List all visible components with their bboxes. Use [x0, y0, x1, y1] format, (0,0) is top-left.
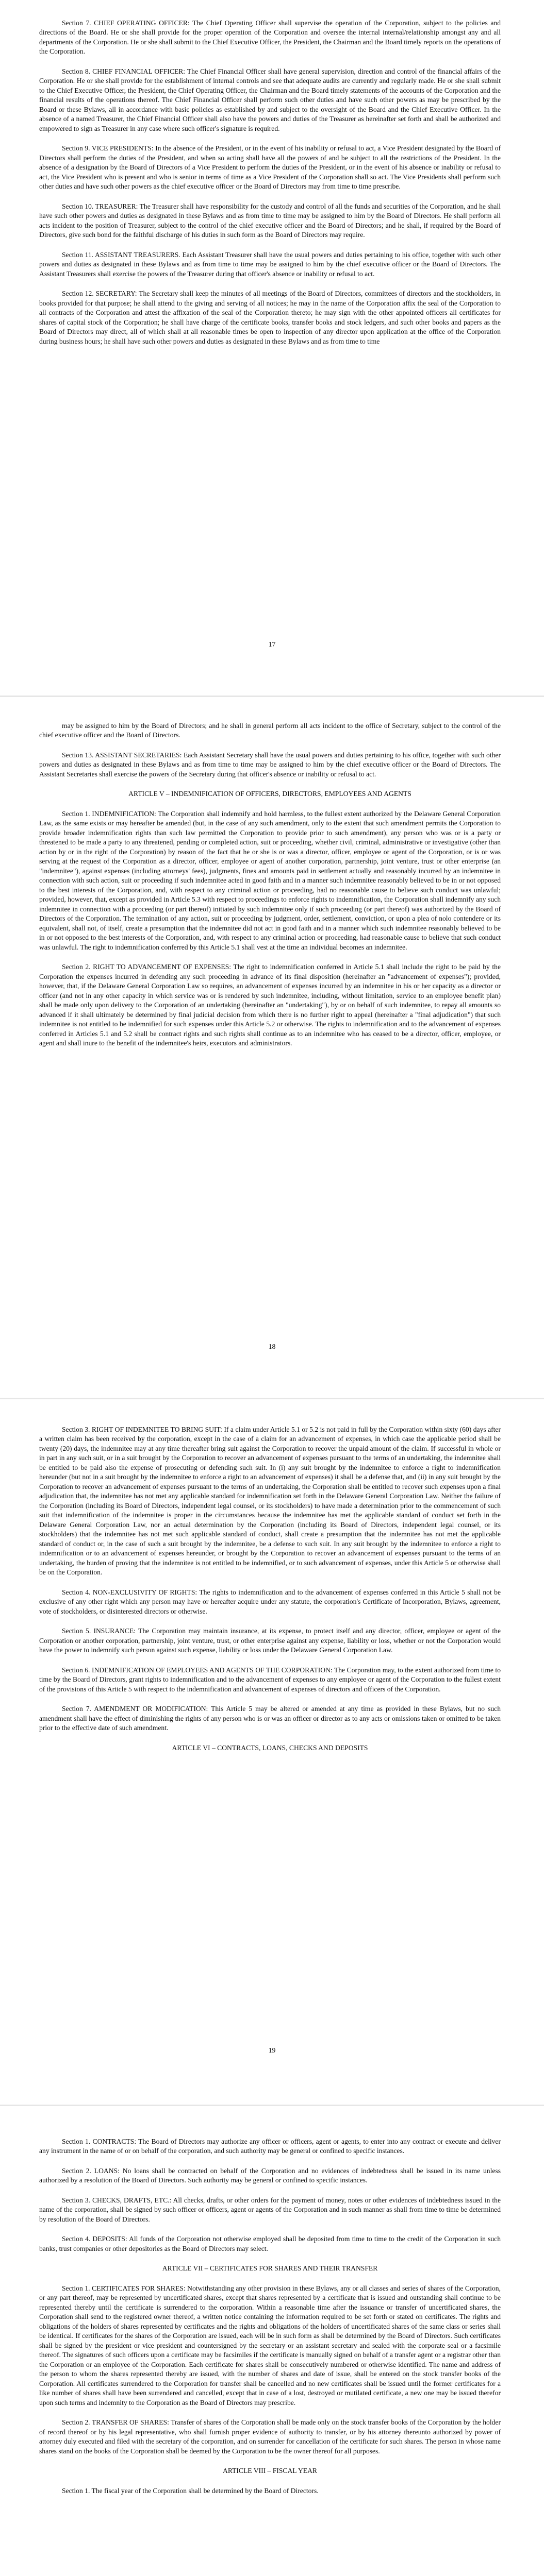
document-page-20	[0, 2137, 544, 2506]
section-10-treasurer: Section 10. TREASURER: The Treasurer shall have responsibility for the custody and control of all the funds and securities of the Corporation, and he shall have such other powers and duties as designated in these Bylaws and as from time to time may be assigned to him by the Board of Directors. He shall perform all acts incident to the position of Treasurer, subject to the control of the chief executive officer and the Board of Directors; and he shall, if required by the Board of Directors, give such bond for the faithful discharge of his duties in such form as the Board of Directors may require.	[39, 202, 501, 239]
section-11-assistant-treasurers: Section 11. ASSISTANT TREASURERS. Each Assistant Treasurer shall have the usual powers and duties pertaining to his office, together with such other powers and duties as designated in these Bylaws and as from time to time may be assigned to him by the chief executive officer or the Board of Directors. The Assistant Treasurers shall exercise the powers of the Treasurer during that officer's absence or inability or refusal to act.	[39, 250, 501, 278]
section-13-assistant-secretaries: Section 13. ASSISTANT SECRETARIES: Each Assistant Secretary shall have the usual powers and duties pertaining to his office, together with such other powers and duties as designated in these Bylaws and as from time to time may be assigned to him by the chief executive officer or the Board of Directors. The Assistant Secretaries shall exercise the powers of the Secretary during that officer's absence or inability or refusal to act.	[39, 751, 501, 778]
article-vi-heading: ARTICLE VI – CONTRACTS, LOANS, CHECKS AND DEPOSITS	[172, 1743, 368, 1752]
article-v-section-6-employees-agents: Section 6. INDEMNIFICATION OF EMPLOYEES AND AGENTS OF THE CORPORATION: The Corporation may, to the extent authorized from time to time by the Board of Directors, grant rights to indemnification and to the advancement of expenses to any employee or agent of the Corporation to the fullest extent of the provisions of this Article 5 with respect to the indemnification and advancement of expenses of directors and officers of the Corporation.	[39, 1666, 501, 1693]
page-divider	[0, 696, 544, 697]
article-vii-heading: ARTICLE VII – CERTIFICATES FOR SHARES AND THEIR TRANSFER	[162, 2264, 378, 2273]
section-7-chief-operating-officer: Section 7. CHIEF OPERATING OFFICER: The Chief Operating Officer shall supervise the operation of the Corporation, subject to the policies and directions of the Board. He or she shall provide for the proper operation of the Corporation and oversee the internal internal/relationship amongst any and all departments of the Corporation. He or she shall submit to the Chief Executive Officer, the President, the Chairman and the Board timely reports on the operations of the Corporation.	[39, 19, 501, 56]
page-divider	[0, 2105, 544, 2106]
page-number-19: 19	[268, 2046, 276, 2054]
article-viii-section-1-fiscal-year: Section 1. The fiscal year of the Corporation shall be determined by the Board of Directors.	[62, 2486, 319, 2495]
article-v-section-1-indemnification: Section 1. INDEMNIFICATION: The Corporation shall indemnify and hold harmless, to the fullest extent authorized by the Delaware General Corporation Law, as the same exists or may hereafter be amended (but, in the case of any such amendment, only to the extent that such amendment permits the Corporation to provide broader indemnification rights than such law permitted the Corporation to provide prior to such amendment), any person who was or is a party or threatened to be made a party to any threatened, pending or completed action, suit or proceeding, whether civil, criminal, administrative or investigative (other than action by or in the right of the Corporation) by reason of the fact that he or she is or was a director, officer, employee or agent of the Corporation, or is or was serving at the request of the Corporation as a director, officer, employee or agent of another corporation, partnership, joint venture, trust or other enterprise (an "indemnitee"), against expenses (including attorneys' fees), judgments, fines and amounts paid in settlement actually and reasonably incurred by an indemnitee in connection with such action, suit or proceeding if such indemnitee acted in good faith and in a manner such indemnitee reasonably believed to be in or not opposed to the best interests of the Corporation, and, with respect to any criminal action or proceeding, had no reasonable cause to believe such conduct was unlawful; provided, however, that, except as provided in Article 5.3 with respect to proceedings to enforce rights to indemnification, the Corporation shall indemnify any such indemnitee in connection with a proceeding (or part thereof) initiated by such indemnitee only if such proceeding (or part thereof) was authorized by the Board of Directors of the Corporation. The termination of any action, suit or proceeding by judgment, order, settlement, conviction, or upon a plea of nolo contendere or its equivalent, shall not, of itself, create a presumption that the indemnitee did not act in good faith and in a manner which such indemnitee reasonably believed to be in or not opposed to the best interests of the Corporation, and, with respect to any criminal action or proceeding, had reasonable cause to believe that such conduct was unlawful. The right to indemnification conferred by this Article 5.1 shall vest at the time an individual becomes an indemnitee.	[39, 809, 501, 951]
article-viii-heading: ARTICLE VIII – FISCAL YEAR	[223, 2467, 317, 2475]
document-page-17	[0, 19, 544, 357]
article-v-heading: ARTICLE V – INDEMNIFICATION OF OFFICERS, DIRECTORS, EMPLOYEES AND AGENTS	[128, 790, 411, 798]
page-number-18: 18	[268, 1343, 276, 1350]
article-v-section-2-advancement: Section 2. RIGHT TO ADVANCEMENT OF EXPENSES: The right to indemnification conferred in Article 5.1 shall include the right to be paid by the Corporation the expenses incurred in defending any such proceeding in advance of its final disposition (hereinafter an "advancement of expenses"); provided, however, that, if the Delaware General Corporation Law so requires, an advancement of expenses incurred by an indemnitee in his or her capacity as a director or officer (and not in any other capacity in which service was or is rendered by such indemnitee, including, without limitation, service to an employee benefit plan) shall be made only upon delivery to the Corporation of an undertaking (hereinafter an "undertaking"), by or on behalf of such indemnitee, to repay all amounts so advanced if it shall ultimately be determined by final judicial decision from which there is no further right to appeal (hereinafter a "final adjudication") that such indemnitee is not entitled to be indemnified for such expenses under this Article 5.2 or otherwise. The rights to indemnification and to the advancement of expenses conferred in Articles 5.1 and 5.2 shall be contract rights and such rights shall continue as to an indemnitee who has ceased to be a director, officer, employee, or agent and shall inure to the benefit of the indemnitee's heirs, executors and administrators.	[39, 963, 501, 1047]
article-vi-section-3-checks: Section 3. CHECKS, DRAFTS, ETC.: All checks, drafts, or other orders for the payment of money, notes or other evidences of indebtedness issued in the name of the corporation, shall be signed by such officer or officers, agent or agents of the Corporation and in such manner as shall from time to time be determined by resolution of the Board of Directors.	[39, 2196, 501, 2223]
article-vi-section-4-deposits: Section 4. DEPOSITS: All funds of the Corporation not otherwise employed shall be deposited from time to time to the credit of the Corporation in such banks, trust companies or other depositories as the Board of Directors may select.	[39, 2235, 501, 2252]
document-page-19	[0, 1425, 544, 1763]
section-9-vice-presidents: Section 9. VICE PRESIDENTS: In the absence of the President, or in the event of his inability or refusal to act, a Vice President designated by the Board of Directors shall perform the duties of the President, and when so acting shall have all the powers of and be subject to all the restrictions of the President. In the absence of a designation by the Board of Directors of a Vice President to perform the duties of the President, or in the event of his absence or inability or refusal to act, the Vice President who is present and who is senior in terms of time as a Vice President of the Corporation shall so act. The Vice Presidents shall perform such other duties and have such other powers as the chief executive officer or the Board of Directors may from time to time prescribe.	[39, 144, 501, 191]
section-12-secretary: Section 12. SECRETARY: The Secretary shall keep the minutes of all meetings of the Board of Directors, committees of directors and the stockholders, in books provided for that purpose; he shall attend to the giving and serving of all notices; he may in the name of the Corporation affix the seal of the Corporation to all contracts of the Corporation and attest the affixation of the seal of the Corporation thereto; he may sign with the other appointed officers all certificates for shares of capital stock of the Corporation; he shall have charge of the certificate books, transfer books and stock ledgers, and such other books and papers as the Board of Directors may direct, all of which shall at all reasonable times be open to inspection of any director upon application at the office of the Corporation during business hours; he shall have such other powers and duties as designated in these Bylaws and as from time to time	[39, 290, 501, 345]
article-vii-section-2-transfer: Section 2. TRANSFER OF SHARES: Transfer of shares of the Corporation shall be made only on the stock transfer books of the Corporation by the holder of record thereof or by his legal representative, who shall furnish proper evidence of authority to transfer, or by his attorney thereunto authorized by power of attorney duly executed and filed with the secretary of the corporation, and on surrender for cancellation of the certificate for such shares. The person in whose name shares stand on the books of the Corporation shall be deemed by the Corporation to be the owner thereof for all purposes.	[39, 2418, 501, 2455]
page-divider	[0, 1398, 544, 1399]
article-vi-section-1-contracts: Section 1. CONTRACTS: The Board of Directors may authorize any officer or officers, agent or agents, to enter into any contract or execute and deliver any instrument in the name of or on behalf of the corporation, and such authority may be general or confined to specific instances.	[39, 2138, 501, 2155]
article-vi-section-2-loans: Section 2. LOANS: No loans shall be contracted on behalf of the Corporation and no evidences of indebtedness shall be issued in its name unless authorized by a resolution of the Board of Directors. Such authority may be general or confined to specific instances.	[39, 2166, 501, 2184]
article-v-section-4-non-exclusivity: Section 4. NON-EXCLUSIVITY OF RIGHTS: The rights to indemnification and to the advancement of expenses conferred in this Article 5 shall not be exclusive of any other right which any person may have or hereafter acquire under any statute, the corporation's Certificate of Incorporation, Bylaws, agreement, vote of stockholders, or disinterested directors or otherwise.	[39, 1588, 501, 1615]
article-v-section-7-amendment: Section 7. AMENDMENT OR MODIFICATION: This Article 5 may be altered or amended at any time as provided in these Bylaws, but no such amendment shall have the effect of diminishing the rights of any person who is or was an officer or director as to any acts or omissions taken or omitted to be taken prior to the effective date of such amendment.	[39, 1705, 501, 1732]
section-8-chief-financial-officer: Section 8. CHIEF FINANCIAL OFFICER: The Chief Financial Officer shall have general supervision, direction and control of the financial affairs of the Corporation. He or she shall provide for the establishment of internal controls and see that adequate audits are currently and regularly made. He or she shall submit to the Chief Executive Officer, the President, the Chief Operating Officer, the Chairman and the Board timely statements of the accounts of the Corporation and the financial results of the operations thereof. The Chief Financial Officer shall perform such other duties and have such other powers as may be prescribed by the Board or these Bylaws, all in accordance with basic policies as established by and subject to the oversight of the Board and the Chief Executive Officer. In the absence of a named Treasurer, the Chief Financial Officer shall also have the powers and duties of the Treasurer as hereinafter set forth and shall be authorized and empowered to sign as Treasurer in any case where such officer's signature is required.	[39, 67, 501, 132]
section-12-continued: may be assigned to him by the Board of Directors; and he shall in general perform all acts incident to the office of Secretary, subject to the control of the chief executive officer and the Board of Directors.	[39, 722, 501, 739]
article-vii-section-1-certificates: Section 1. CERTIFICATES FOR SHARES: Notwithstanding any other provision in these Bylaws, any or all classes and series of shares of the Corporation, or any part thereof, may be represented by uncertificated shares, except that shares represented by a certificate that is issued and outstanding shall continue to be represented thereby until the certificate is surrendered to the corporation. Within a reasonable time after the issuance or transfer of uncertificated shares, the Corporation shall send to the registered owner thereof, a written notice containing the information required to be set forth or stated on certificates. The rights and obligations of the holders of shares represented by certificates and the rights and obligations of the holders of uncertificated shares of the same class or series shall be identical. If certificates for the shares of the Corporation are issued, each will be in such form as shall be determined by the Board of Directors. Such certificates shall be signed by the president or vice president and countersigned by the secretary or an assistant secretary and sealed with the corporate seal or a facsimile thereof. The signatures of such officers upon a certificate may be facsimiles if the certificate is manually signed on behalf of a transfer agent or a registrar other than the Corporation or an employee of the Corporation. Each certificate for shares shall be consecutively numbered or otherwise identified. The name and address of the person to whom the shares represented thereby are issued, with the number of shares and date of issue, shall be entered on the stock transfer books of the Corporation. All certificates surrendered to the Corporation for transfer shall be cancelled and no new certificates shall be issued until the former certificates for a like number of shares shall have been surrendered and cancelled, except that in case of a lost, destroyed or mutilated certificate, a new one may be issued therefor upon such terms and indemnity to the Corporation as the Board of Directors may prescribe.	[39, 2284, 501, 2406]
page-number-17: 17	[268, 640, 276, 648]
article-v-section-5-insurance: Section 5. INSURANCE: The Corporation may maintain insurance, at its expense, to protect itself and any director, officer, employee or agent of the Corporation or another corporation, partnership, joint venture, trust, or other enterprise against any expense, liability or loss, whether or not the Corporation would have the power to indemnify such person against such expense, liability or loss under the Delaware General Corporation Law.	[39, 1627, 501, 1654]
article-v-section-3-suit: Section 3. RIGHT OF INDEMNITEE TO BRING SUIT: If a claim under Article 5.1 or 5.2 is not paid in full by the Corporation within sixty (60) days after a written claim has been received by the corporation, except in the case of a claim for an advancement of expenses, in which case the applicable period shall be twenty (20) days, the indemnitee may at any time thereafter bring suit against the Corporation to recover the unpaid amount of the claim. If successful in whole or in part in any such suit, or in a suit brought by the Corporation to recover an advancement of expenses pursuant to the terms of an undertaking, the indemnitee shall be entitled to be paid also the expense of prosecuting or defending such suit. In (i) any suit brought by the indemnitee to enforce a right to indemnification hereunder (but not in a suit brought by the indemnitee to enforce a right to an advancement of expenses) it shall be a defense that, and (ii) in any suit brought by the Corporation to recover an advancement of expenses pursuant to the terms of an undertaking, the Corporation shall be entitled to recover such expenses upon a final adjudication that, the indemnitee has not met any applicable standard for indemnification set forth in the Delaware General Corporation Law. Neither the failure of the Corporation (including its Board of Directors, independent legal counsel, or its stockholders) to have made a determination prior to the commencement of such suit that indemnification of the indemnitee is proper in the circumstances because the indemnitee has met the applicable standard of conduct set forth in the Delaware General Corporation Law, nor an actual determination by the Corporation (including its Board of Directors, independent legal counsel, or its stockholders) that the indemnitee has not met such applicable standard of conduct, shall create a presumption that the indemnitee has not met the applicable standard of conduct or, in the case of such a suit brought by the indemnitee, be a defense to such suit. In any suit brought by the indemnitee to enforce a right to indemnification or to an advancement of expenses hereunder, or brought by the Corporation to recover an advancement of expenses pursuant to the terms of an undertaking, the burden of proving that the indemnitee is not entitled to be indemnified, or to such advancement of expenses, under this Article 5 or otherwise shall be on the Corporation.	[39, 1426, 501, 1577]
document-page-18	[0, 721, 544, 1059]
